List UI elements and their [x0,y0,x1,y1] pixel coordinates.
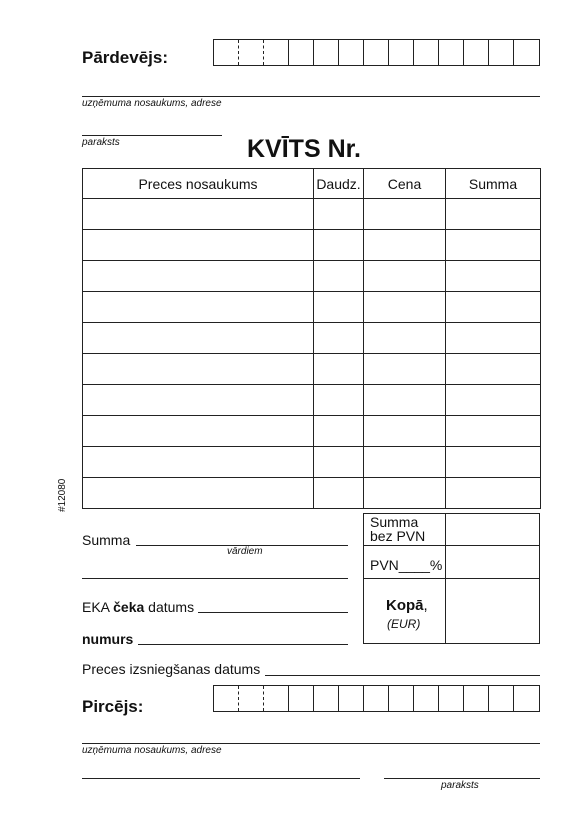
seller-signature-line[interactable] [82,135,222,136]
table-row [83,354,541,385]
cell-name[interactable] [83,323,314,354]
cell-qty[interactable] [314,416,364,447]
code-box[interactable] [489,40,514,65]
cell-name[interactable] [83,447,314,478]
cell-sum[interactable] [446,416,541,447]
code-box[interactable] [514,40,539,65]
buyer-extra-line[interactable] [82,778,360,779]
cell-name[interactable] [83,199,314,230]
code-box[interactable] [339,40,364,65]
sum-no-vat-line1: Summa [370,514,419,530]
seller-company-line[interactable] [82,96,540,97]
buyer-code-boxes[interactable] [213,685,540,712]
items-table [82,168,541,509]
cell-price[interactable] [364,354,446,385]
eka-date-line[interactable] [198,612,348,613]
code-box[interactable] [239,40,264,65]
code-box[interactable] [364,686,389,711]
table-row [83,199,541,230]
cell-qty[interactable] [314,447,364,478]
code-box[interactable] [514,686,539,711]
code-box[interactable] [239,686,264,711]
column-header-qty: Daudz. [314,169,364,199]
cell-qty[interactable] [314,230,364,261]
eka-suffix: datums [144,599,195,615]
currency-label: (EUR) [387,617,421,631]
code-box[interactable] [289,40,314,65]
code-box[interactable] [214,40,239,65]
cell-sum[interactable] [446,478,541,509]
cell-qty[interactable] [314,478,364,509]
cell-qty[interactable] [314,354,364,385]
cell-sum[interactable] [446,199,541,230]
totals-box [363,513,540,644]
buyer-label: Pircējs: [82,697,144,716]
buyer-company-line[interactable] [82,743,540,744]
cell-price[interactable] [364,261,446,292]
seller-signature-caption: paraksts [82,137,120,148]
table-row [83,323,541,354]
code-box[interactable] [364,40,389,65]
code-box[interactable] [464,40,489,65]
code-box[interactable] [289,686,314,711]
sum-words-caption: vārdiem [227,546,263,557]
cell-price[interactable] [364,416,446,447]
sum-label: Summa [82,532,131,548]
sum-no-vat-line2: bez PVN [370,528,426,544]
column-header-price: Cena [364,169,446,199]
cell-sum[interactable] [446,261,541,292]
column-header-name: Preces nosaukums [83,169,314,199]
cell-name[interactable] [83,230,314,261]
receipt-title: KVĪTS Nr. [247,135,361,163]
cell-price[interactable] [364,199,446,230]
cell-qty[interactable] [314,385,364,416]
cell-price[interactable] [364,292,446,323]
issue-date-label: Preces izsniegšanas datums [82,661,261,677]
total-comma: , [423,597,428,614]
cell-price[interactable] [364,385,446,416]
code-box[interactable] [464,686,489,711]
total-word: Kopā [386,597,424,614]
table-row [83,292,541,323]
eka-bold: čeka [113,599,145,615]
code-box[interactable] [414,40,439,65]
seller-label: Pārdevējs: [82,48,168,67]
buyer-signature-caption: paraksts [441,780,479,791]
sum-no-vat-value[interactable] [446,514,539,545]
cell-qty[interactable] [314,292,364,323]
code-box[interactable] [264,40,289,65]
cell-name[interactable] [83,385,314,416]
table-row [83,230,541,261]
receipt-number-line[interactable] [138,644,348,645]
cell-name[interactable] [83,416,314,447]
cell-sum[interactable] [446,292,541,323]
cell-name[interactable] [83,292,314,323]
code-box[interactable] [339,686,364,711]
cell-qty[interactable] [314,323,364,354]
table-row [83,447,541,478]
cell-qty[interactable] [314,261,364,292]
cell-price[interactable] [364,478,446,509]
table-header-row [83,169,541,199]
sum-words-line-2[interactable] [82,578,348,579]
cell-sum[interactable] [446,323,541,354]
code-box[interactable] [414,686,439,711]
table-row [83,261,541,292]
form-number: #12080 [57,478,68,512]
cell-sum[interactable] [446,447,541,478]
code-box[interactable] [439,40,464,65]
table-row [83,385,541,416]
table-row [83,416,541,447]
total-label [386,597,428,614]
code-box[interactable] [214,686,239,711]
receipt-number-label: numurs [82,631,134,647]
eka-date-label [82,599,194,615]
seller-company-caption: uzņēmuma nosaukums, adrese [82,98,222,109]
issue-date-line[interactable] [265,675,540,676]
cell-price[interactable] [364,447,446,478]
buyer-company-caption: uzņēmuma nosaukums, adrese [82,745,222,756]
eka-prefix: EKA [82,599,114,615]
cell-name[interactable] [83,261,314,292]
vat-label: PVN____% [370,557,443,573]
code-box[interactable] [389,40,414,65]
seller-code-boxes[interactable] [213,39,540,66]
code-box[interactable] [439,686,464,711]
cell-sum[interactable] [446,385,541,416]
cell-name[interactable] [83,478,314,509]
sum-no-vat-label [370,515,425,543]
cell-sum[interactable] [446,354,541,385]
code-box[interactable] [314,686,339,711]
cell-qty[interactable] [314,199,364,230]
code-box[interactable] [264,686,289,711]
code-box[interactable] [389,686,414,711]
table-row [83,478,541,509]
buyer-signature-line[interactable] [384,778,540,779]
vat-value[interactable] [446,546,539,578]
cell-price[interactable] [364,323,446,354]
code-box[interactable] [314,40,339,65]
cell-price[interactable] [364,230,446,261]
cell-name[interactable] [83,354,314,385]
column-header-sum: Summa [446,169,541,199]
cell-sum[interactable] [446,230,541,261]
total-value[interactable] [446,579,539,643]
code-box[interactable] [489,686,514,711]
